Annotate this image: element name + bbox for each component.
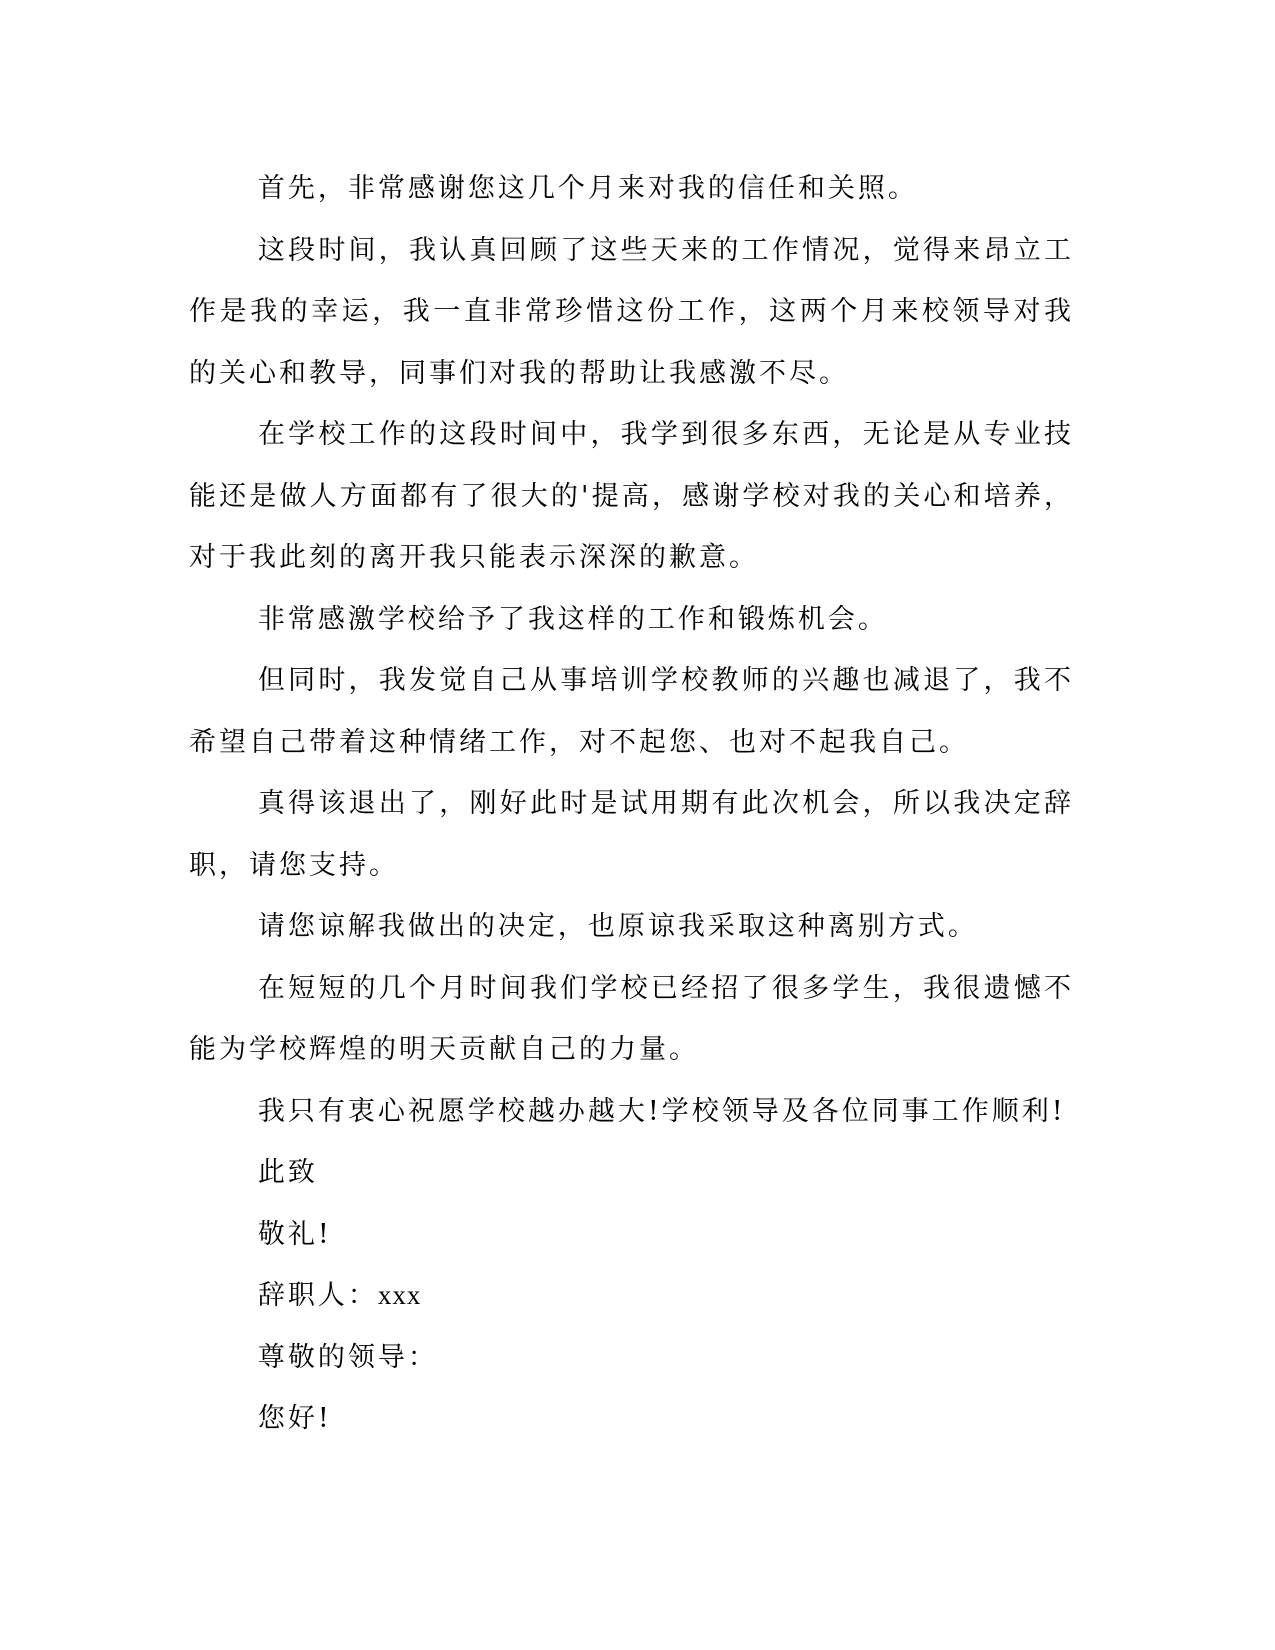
paragraph-6: 真得该退出了，刚好此时是试用期有此次机会，所以我决定辞职，请您支持。 (189, 788, 1074, 881)
paragraph-2: 这段时间，我认真回顾了这些天来的工作情况，觉得来昂立工作是我的幸运，我一直非常珍惜这份工作，这两个月来校领导对我的关心和教导，同事们对我的帮助让我感激不尽。 (189, 234, 1074, 389)
salute-line: 敬礼! (257, 1218, 332, 1250)
signature-label: 辞职人： (257, 1280, 378, 1311)
paragraph-3: 在学校工作的这段时间中，我学到很多东西，无论是从专业技能还是做人方面都有了很大的'提高，感谢学校对我的关心和培养，对于我此刻的离开我只能表示深深的歉意。 (189, 419, 1074, 573)
paragraph-7: 请您谅解我做出的决定，也原谅我采取这种离别方式。 (257, 911, 978, 942)
letter-body (189, 158, 1074, 1450)
paragraph-5: 但同时，我发觉自己从事培训学校教师的兴趣也减退了，我不希望自己带着这种情绪工作，对不起您、也对不起我自己。 (189, 665, 1074, 758)
paragraph-8: 在短短的几个月时间我们学校已经招了很多学生，我很遗憾不能为学校辉煌的明天贡献自己的力量。 (189, 972, 1074, 1065)
recipient-line: 尊敬的领导： (257, 1341, 438, 1373)
greeting-line: 您好! (257, 1403, 332, 1434)
signature-line (189, 1265, 1074, 1327)
paragraph-4: 非常感激学校给予了我这样的工作和锻炼机会。 (257, 603, 888, 635)
paragraph-1: 首先，非常感谢您这几个月来对我的信任和关照。 (257, 173, 918, 204)
signature-name: xxx (377, 1280, 422, 1310)
closing-line: 此致 (257, 1157, 318, 1188)
paragraph-9: 我只有衷心祝愿学校越办越大!学校领导及各位同事工作顺利! (257, 1095, 1066, 1127)
